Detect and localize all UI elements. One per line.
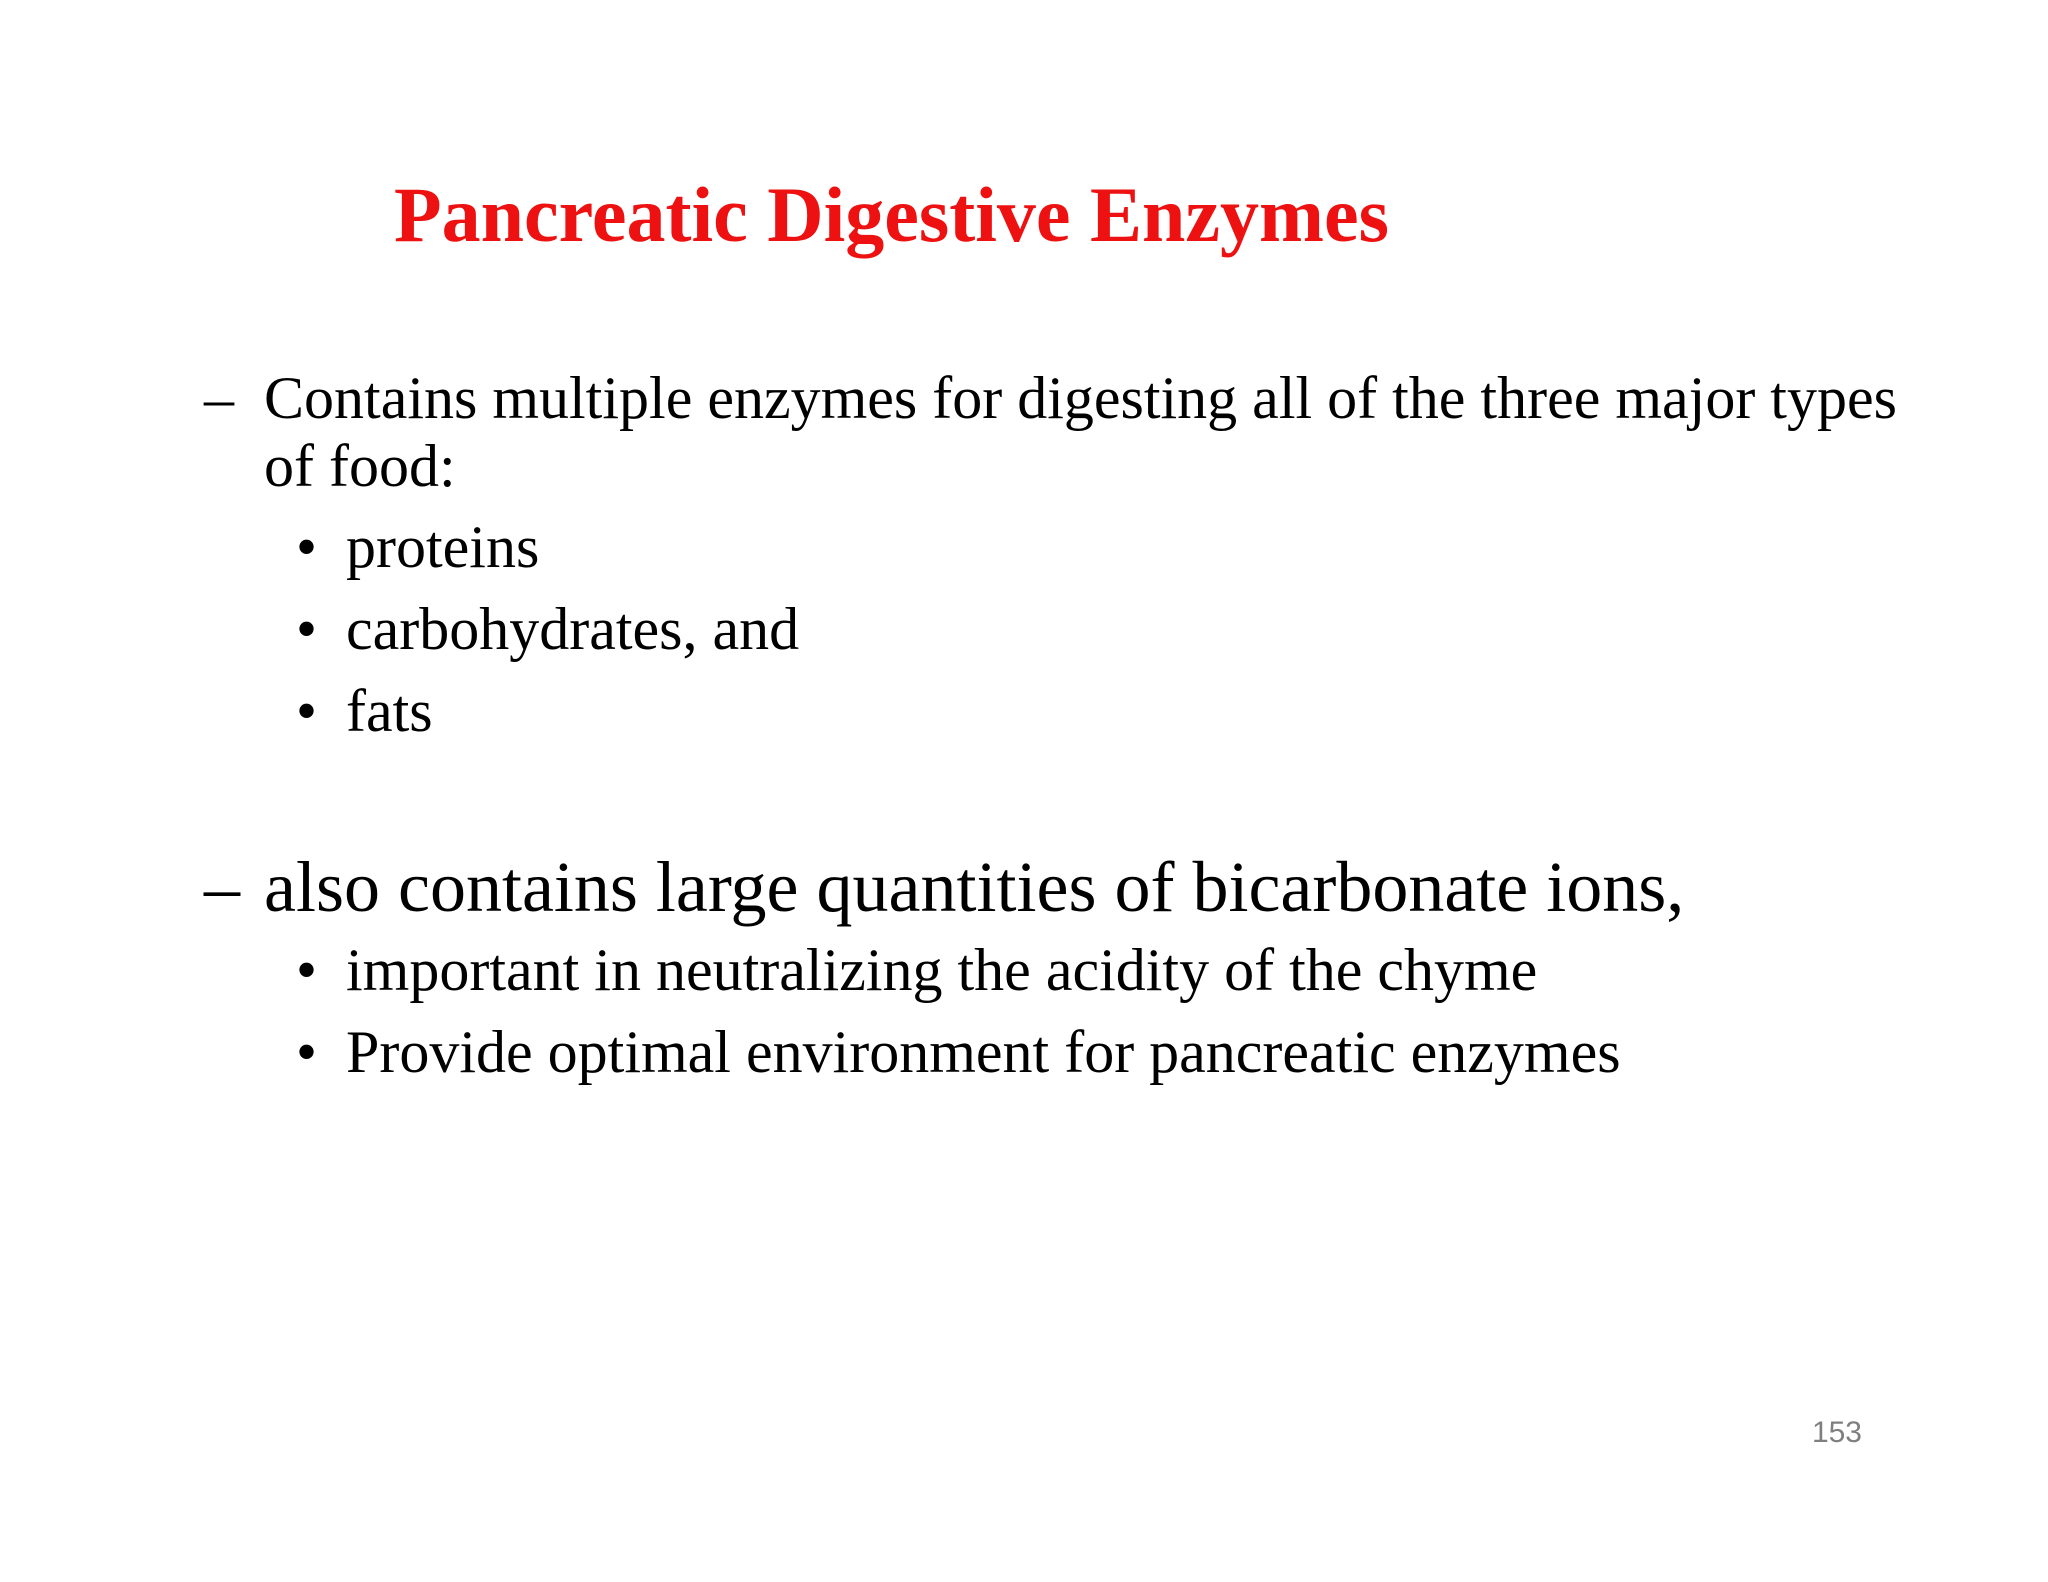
list-item-text: important in neutralizing the acidity of the chyme bbox=[346, 937, 1538, 1003]
bullet-dot: • bbox=[296, 1019, 318, 1085]
dash-marker: – bbox=[204, 847, 240, 927]
bullet-bicarbonate bbox=[204, 845, 1684, 1093]
sub-list bbox=[204, 929, 1684, 1093]
list-item-text: Provide optimal environment for pancreatic enzymes bbox=[346, 1019, 1621, 1085]
bullet-text: also contains large quantities of bicarbonate ions, bbox=[264, 847, 1685, 927]
bullet-dot: • bbox=[296, 514, 318, 580]
bullet-dot: • bbox=[296, 937, 318, 1003]
list-item-text: fats bbox=[346, 678, 433, 744]
sub-list bbox=[204, 506, 1904, 752]
bullet-text: Contains multiple enzymes for digesting all of the three major types of food: bbox=[264, 365, 1897, 499]
bullet-row bbox=[204, 845, 1684, 929]
list-item bbox=[204, 1011, 1684, 1093]
list-item-text: proteins bbox=[346, 514, 540, 580]
page-number: 153 bbox=[1811, 1416, 1862, 1449]
list-item bbox=[204, 929, 1684, 1011]
bullet-dot: • bbox=[296, 596, 318, 662]
dash-marker: – bbox=[204, 365, 234, 431]
list-item bbox=[204, 670, 1904, 752]
list-item bbox=[204, 506, 1904, 588]
bullet-enzymes bbox=[204, 364, 1904, 752]
bullet-dot: • bbox=[296, 678, 318, 744]
bullet-row bbox=[204, 364, 1904, 500]
list-item-text: carbohydrates, and bbox=[346, 596, 800, 662]
slide-title: Pancreatic Digestive Enzymes bbox=[394, 171, 1389, 258]
list-item bbox=[204, 588, 1904, 670]
